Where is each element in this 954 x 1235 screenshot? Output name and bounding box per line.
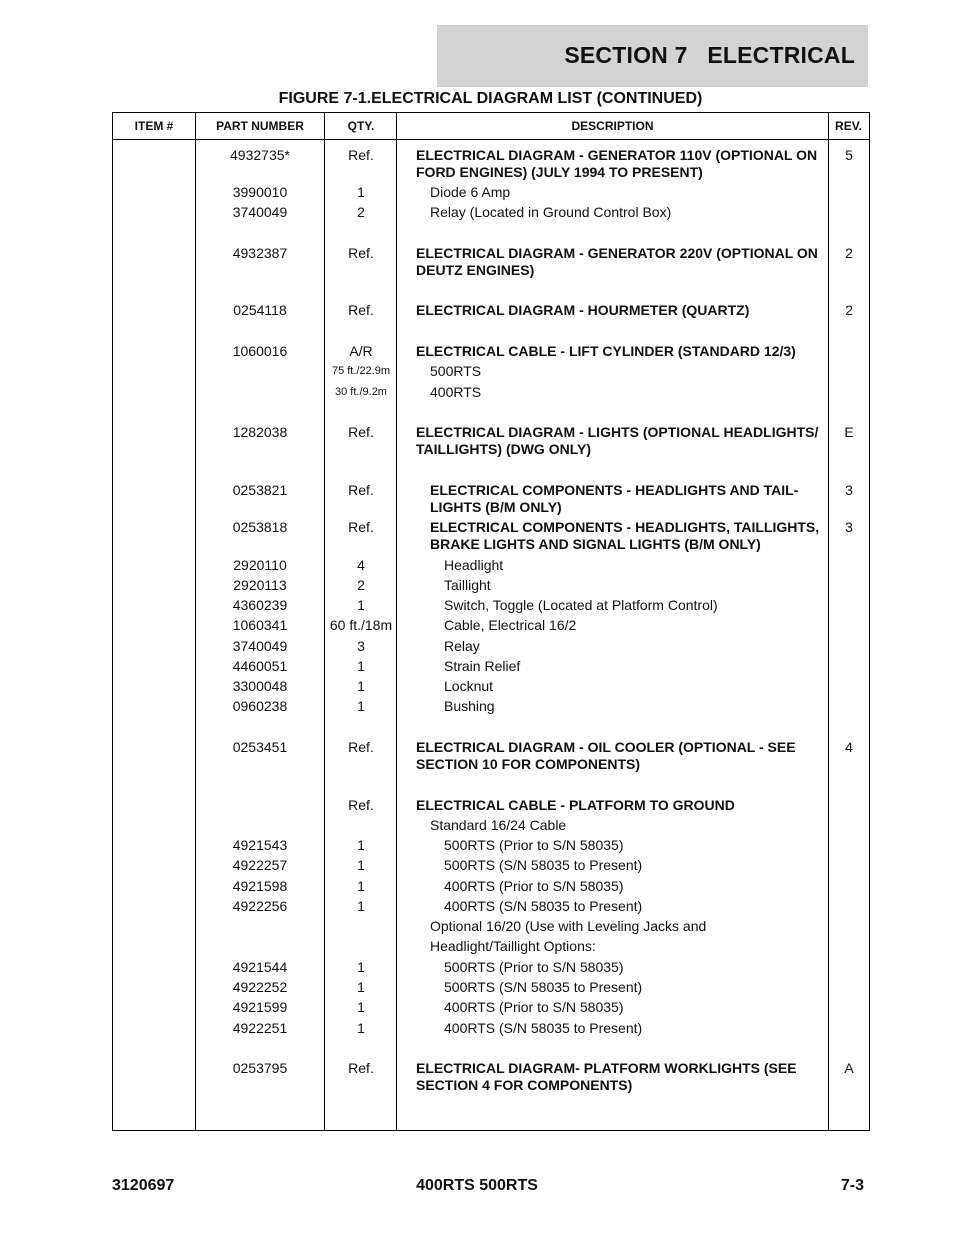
- part-number-cell: 4922252: [232, 979, 288, 995]
- description-cell: [416, 597, 854, 614]
- description-line: ELECTRICAL CABLE - PLATFORM TO GROUND: [416, 797, 735, 813]
- description-cell: [416, 638, 854, 655]
- part-number-cell: 4360239: [232, 597, 288, 613]
- part-number-cell: 0253795: [232, 1060, 288, 1076]
- description-line: 500RTS (S/N 58035 to Present): [444, 979, 643, 995]
- description-line: ELECTRICAL DIAGRAM - HOURMETER (QUARTZ): [416, 302, 750, 318]
- description-line: Strain Relief: [444, 658, 521, 674]
- section-header: [437, 25, 868, 87]
- description-cell: [416, 204, 840, 221]
- rev-cell: 3: [845, 519, 853, 535]
- rev-cell: 3: [845, 482, 853, 498]
- description-line: Diode 6 Amp: [430, 184, 511, 200]
- description-line: SECTION 4 FOR COMPONENTS): [416, 1077, 633, 1093]
- qty-cell: Ref.: [348, 424, 374, 440]
- rev-cell: A: [844, 1060, 854, 1076]
- header-item: ITEM #: [134, 119, 174, 133]
- qty-cell: 1: [357, 1020, 365, 1036]
- figure-title: FIGURE 7-1.ELECTRICAL DIAGRAM LIST (CONTINUED): [278, 90, 703, 107]
- description-cell: [416, 617, 854, 634]
- description-line: 400RTS (Prior to S/N 58035): [444, 878, 624, 894]
- section-title: SECTION 7 ELECTRICAL: [564, 42, 855, 68]
- qty-cell: Ref.: [348, 245, 374, 261]
- part-number-cell: 3740049: [232, 638, 288, 654]
- description-line: DEUTZ ENGINES): [416, 262, 535, 278]
- description-cell: [416, 482, 840, 516]
- rev-cell: 4: [845, 739, 853, 755]
- description-cell: [416, 918, 840, 935]
- description-line: Switch, Toggle (Located at Platform Control): [444, 597, 718, 613]
- footer-model: 400RTS 500RTS: [416, 1177, 538, 1194]
- description-cell: [416, 999, 854, 1016]
- description-line: Cable, Electrical 16/2: [444, 617, 577, 633]
- description-line: 400RTS (S/N 58035 to Present): [444, 898, 643, 914]
- qty-cell: 4: [357, 557, 365, 573]
- description-line: BRAKE LIGHTS AND SIGNAL LIGHTS (B/M ONLY): [430, 536, 761, 552]
- qty-cell: 60 ft./18m: [329, 617, 393, 633]
- qty-cell: 3: [357, 638, 365, 654]
- qty-cell: 1: [357, 878, 365, 894]
- qty-cell: 1: [357, 898, 365, 914]
- part-number-cell: 4922251: [232, 1020, 288, 1036]
- description-line: 500RTS (S/N 58035 to Present): [444, 857, 643, 873]
- description-cell: [416, 797, 826, 814]
- description-cell: [416, 519, 840, 553]
- part-number-cell: 1060016: [232, 343, 288, 359]
- description-cell: [416, 1060, 826, 1094]
- part-number-cell: 1282038: [232, 424, 288, 440]
- description-cell: [416, 147, 826, 181]
- qty-cell: Ref.: [348, 519, 374, 535]
- description-cell: [416, 245, 826, 279]
- description-line: Taillight: [444, 577, 491, 593]
- part-number-cell: 0253818: [232, 519, 288, 535]
- qty-cell: 75 ft./22.9m: [331, 365, 391, 377]
- qty-cell: 1: [357, 837, 365, 853]
- description-cell: [416, 938, 840, 955]
- description-line: Bushing: [444, 698, 495, 714]
- table-body: [113, 140, 869, 1130]
- part-number-cell: 0960238: [232, 698, 288, 714]
- description-line: ELECTRICAL COMPONENTS - HEADLIGHTS AND TAIL-: [430, 482, 799, 498]
- part-number-cell: 4921599: [232, 999, 288, 1015]
- qty-cell: 1: [357, 857, 365, 873]
- qty-cell: 1: [357, 979, 365, 995]
- description-cell: [416, 898, 854, 915]
- description-line: Optional 16/20 (Use with Leveling Jacks and: [430, 918, 707, 934]
- description-cell: [416, 857, 854, 874]
- rev-cell: 5: [845, 147, 853, 163]
- qty-cell: 1: [357, 597, 365, 613]
- description-cell: [416, 817, 840, 834]
- rev-cell: 2: [845, 245, 853, 261]
- table-header: [113, 113, 869, 140]
- description-line: 500RTS (Prior to S/N 58035): [444, 837, 624, 853]
- part-number-cell: 3300048: [232, 678, 288, 694]
- qty-cell: 1: [357, 658, 365, 674]
- description-line: TAILLIGHTS) (DWG ONLY): [416, 441, 591, 457]
- part-number-cell: 4921543: [232, 837, 288, 853]
- qty-cell: Ref.: [348, 1060, 374, 1076]
- qty-cell: Ref.: [348, 302, 374, 318]
- qty-cell: Ref.: [348, 482, 374, 498]
- part-number-cell: 2920113: [233, 577, 287, 593]
- description-cell: [416, 557, 854, 574]
- description-line: ELECTRICAL DIAGRAM - GENERATOR 110V (OPTIONAL ON: [416, 147, 818, 163]
- part-number-cell: 4921544: [232, 959, 288, 975]
- description-line: ELECTRICAL DIAGRAM - OIL COOLER (OPTIONAL - SEE: [416, 739, 796, 755]
- description-line: ELECTRICAL DIAGRAM- PLATFORM WORKLIGHTS (SEE: [416, 1060, 797, 1076]
- description-line: ELECTRICAL COMPONENTS - HEADLIGHTS, TAILLIGHTS,: [430, 519, 820, 535]
- header-description: DESCRIPTION: [571, 119, 654, 133]
- part-number-cell: 4922257: [232, 857, 288, 873]
- description-cell: [416, 302, 826, 319]
- description-line: Relay: [444, 638, 480, 654]
- description-cell: [416, 363, 840, 380]
- description-cell: [416, 658, 854, 675]
- description-cell: [416, 1020, 854, 1037]
- qty-cell: A/R: [349, 343, 373, 359]
- part-number-cell: 0254118: [233, 302, 287, 318]
- part-number-cell: 3990010: [232, 184, 288, 200]
- header-rev: REV.: [835, 119, 862, 133]
- part-number-cell: 4922256: [232, 898, 288, 914]
- qty-cell: 1: [357, 184, 365, 200]
- qty-cell: 2: [357, 204, 365, 220]
- qty-cell: 2: [357, 577, 365, 593]
- footer-page-number: 7-3: [840, 1177, 864, 1194]
- rev-cell: 2: [845, 302, 853, 318]
- part-number-cell: 0253821: [232, 482, 288, 498]
- description-line: 500RTS (Prior to S/N 58035): [444, 959, 624, 975]
- part-number-cell: 2920110: [233, 557, 287, 573]
- description-cell: [416, 424, 826, 458]
- description-line: ELECTRICAL DIAGRAM - GENERATOR 220V (OPTIONAL ON: [416, 245, 818, 261]
- description-cell: [416, 384, 840, 401]
- description-line: 400RTS (S/N 58035 to Present): [444, 1020, 643, 1036]
- part-number-cell: 4932387: [232, 245, 288, 261]
- description-line: ELECTRICAL CABLE - LIFT CYLINDER (STANDARD 12/3): [416, 343, 796, 359]
- description-line: Headlight: [444, 557, 504, 573]
- part-number-cell: 3740049: [232, 204, 288, 220]
- description-line: Headlight/Taillight Options:: [430, 938, 596, 954]
- part-number-cell: 4460051: [232, 658, 288, 674]
- description-line: ELECTRICAL DIAGRAM - LIGHTS (OPTIONAL HEADLIGHTS/: [416, 424, 819, 440]
- qty-cell: Ref.: [348, 739, 374, 755]
- description-line: Relay (Located in Ground Control Box): [430, 204, 672, 220]
- footer-doc-number: 3120697: [112, 1177, 175, 1194]
- description-cell: [416, 739, 826, 773]
- qty-cell: 1: [357, 999, 365, 1015]
- part-number-cell: 0253451: [232, 739, 288, 755]
- qty-cell: 1: [357, 698, 365, 714]
- header-part-number: PART NUMBER: [216, 119, 304, 133]
- description-cell: [416, 577, 854, 594]
- qty-cell: 30 ft./9.2m: [335, 386, 387, 398]
- description-line: SECTION 10 FOR COMPONENTS): [416, 756, 641, 772]
- qty-cell: 1: [357, 959, 365, 975]
- part-number-cell: 1060341: [232, 617, 288, 633]
- description-cell: [416, 184, 840, 201]
- description-cell: [416, 678, 854, 695]
- description-cell: [416, 878, 854, 895]
- description-cell: [416, 837, 854, 854]
- part-number-cell: 4921598: [232, 878, 288, 894]
- part-number-cell: 4932735*: [230, 147, 290, 163]
- description-line: 400RTS (Prior to S/N 58035): [444, 999, 624, 1015]
- header-qty: QTY.: [347, 119, 375, 133]
- description-line: Locknut: [444, 678, 494, 694]
- qty-cell: Ref.: [348, 797, 374, 813]
- description-cell: [416, 979, 854, 996]
- description-line: LIGHTS (B/M ONLY): [430, 499, 562, 515]
- parts-table: [112, 112, 870, 1131]
- description-cell: [416, 343, 826, 360]
- rev-cell: E: [844, 424, 854, 440]
- qty-cell: Ref.: [348, 147, 374, 163]
- description-line: Standard 16/24 Cable: [430, 817, 567, 833]
- description-line: 500RTS: [430, 363, 482, 379]
- qty-cell: 1: [357, 678, 365, 694]
- description-cell: [416, 698, 854, 715]
- description-cell: [416, 959, 854, 976]
- description-line: 400RTS: [430, 384, 482, 400]
- description-line: FORD ENGINES) (JULY 1994 TO PRESENT): [416, 164, 703, 180]
